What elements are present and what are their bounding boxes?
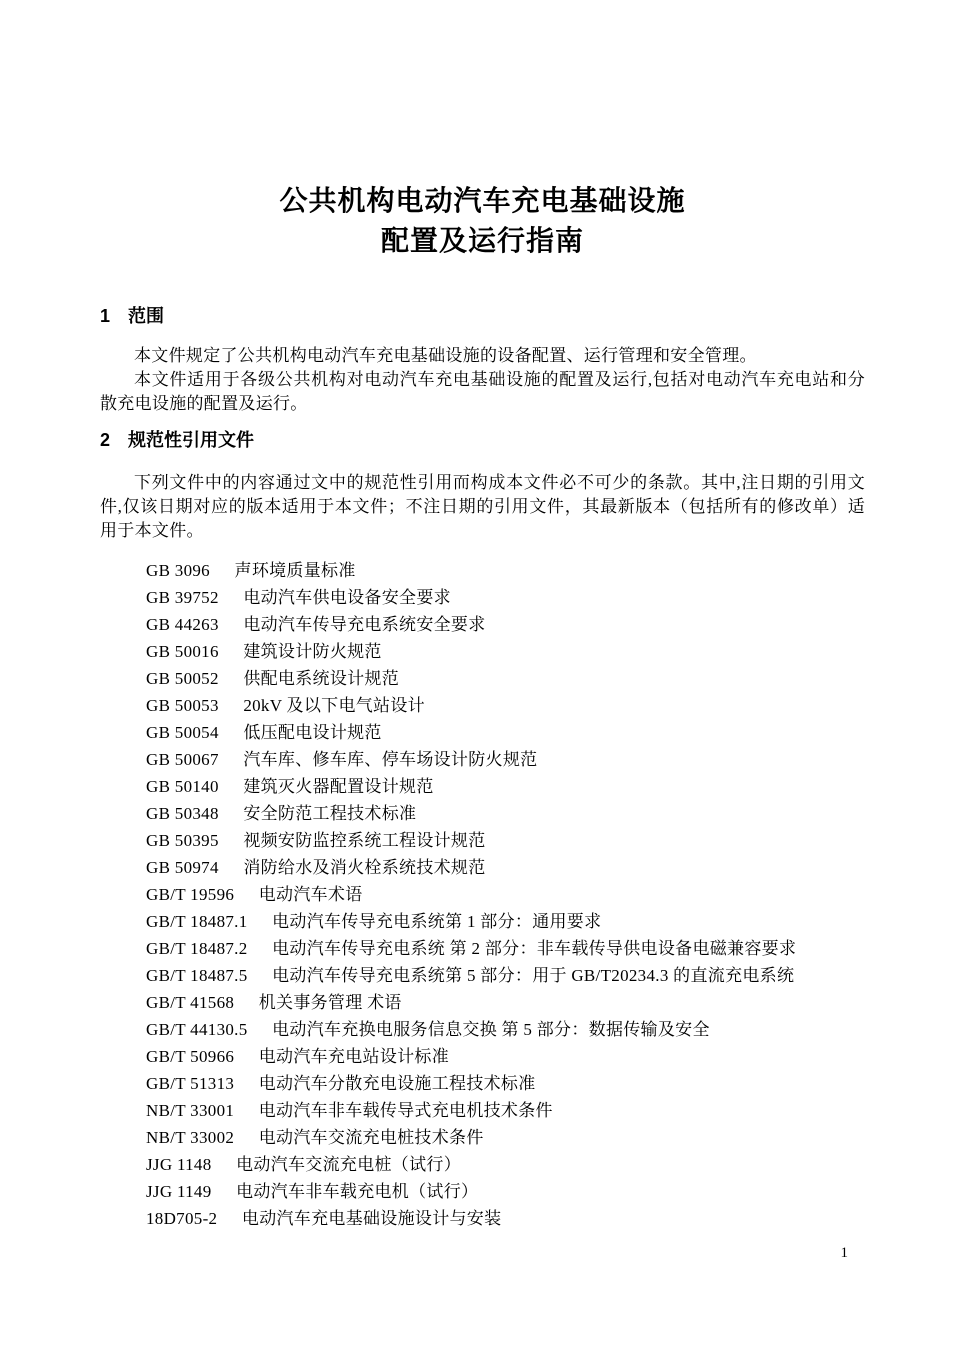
reference-code: GB 50348 <box>146 804 219 823</box>
reference-item <box>146 854 865 881</box>
section-references-label: 规范性引用文件 <box>128 430 254 450</box>
reference-item <box>146 638 865 665</box>
reference-title: 电动汽车术语 <box>258 885 363 904</box>
reference-title: 消防给水及消火栓系统技术规范 <box>243 858 486 877</box>
reference-title: 汽车库、修车库、停车场设计防火规范 <box>243 750 538 769</box>
reference-item <box>146 908 865 935</box>
reference-item <box>146 719 865 746</box>
reference-title: 声环境质量标准 <box>234 561 356 580</box>
page-number: 1 <box>840 1245 848 1261</box>
reference-title: 低压配电设计规范 <box>243 723 382 742</box>
scope-paragraph-1: 本文件规定了公共机构电动汽车充电基础设施的设备配置、运行管理和安全管理。 <box>134 346 757 365</box>
reference-item <box>146 692 865 719</box>
reference-title: 电动汽车传导充电系统安全要求 <box>243 615 486 634</box>
reference-item <box>146 881 865 908</box>
reference-code: GB 50140 <box>146 777 219 796</box>
reference-code: GB/T 19596 <box>146 885 235 904</box>
reference-title: 机关事务管理 术语 <box>258 993 402 1012</box>
reference-code: GB 39752 <box>146 588 219 607</box>
references-intro-paragraph: 下列文件中的内容通过文中的规范性引用而构成本文件必不可少的条款。其中,注日期的引用文件,仅该日期对应的版本适用于本文件；不注日期的引用文件，其最新版本（包括所有的修改单）适用于本文件。 <box>100 473 865 540</box>
reference-code: GB/T 18487.5 <box>146 966 248 985</box>
reference-item <box>146 1097 865 1124</box>
reference-code: GB/T 51313 <box>146 1074 235 1093</box>
reference-title: 电动汽车传导充电系统第 5 部分：用于 GB/T20234.3 的直流充电系统 <box>272 966 795 985</box>
reference-code: GB 50395 <box>146 831 219 850</box>
reference-code: 18D705-2 <box>146 1209 218 1228</box>
reference-item <box>146 935 865 962</box>
reference-code: GB/T 50966 <box>146 1047 235 1066</box>
reference-item <box>146 800 865 827</box>
section-references-heading <box>100 429 865 451</box>
reference-item <box>146 665 865 692</box>
reference-code: GB 44263 <box>146 615 219 634</box>
reference-code: GB/T 44130.5 <box>146 1020 248 1039</box>
reference-item <box>146 1043 865 1070</box>
reference-title: 电动汽车分散充电设施工程技术标准 <box>258 1074 536 1093</box>
reference-item <box>146 1070 865 1097</box>
reference-title: 20kV 及以下电气站设计 <box>243 696 425 715</box>
reference-title: 电动汽车充换电服务信息交换 第 5 部分：数据传输及安全 <box>272 1020 710 1039</box>
reference-title: 供配电系统设计规范 <box>243 669 400 688</box>
section-scope-heading <box>100 305 865 327</box>
reference-title: 电动汽车传导充电系统 第 2 部分：非车载传导供电设备电磁兼容要求 <box>272 939 797 958</box>
reference-item <box>146 557 865 584</box>
reference-code: JJG 1149 <box>146 1182 212 1201</box>
reference-title: 电动汽车交流充电桩技术条件 <box>258 1128 484 1147</box>
reference-item <box>146 746 865 773</box>
reference-code: GB 50052 <box>146 669 219 688</box>
reference-title: 电动汽车非车载传导式充电机技术条件 <box>258 1101 553 1120</box>
reference-code: GB/T 41568 <box>146 993 235 1012</box>
reference-title: 建筑灭火器配置设计规范 <box>243 777 434 796</box>
section-references-number: 2 <box>100 430 111 450</box>
reference-code: NB/T 33002 <box>146 1128 235 1147</box>
section-scope-number: 1 <box>100 306 111 326</box>
reference-item <box>146 1124 865 1151</box>
section-scope-label: 范围 <box>128 306 164 326</box>
reference-code: GB 50016 <box>146 642 219 661</box>
reference-code: JJG 1148 <box>146 1155 212 1174</box>
reference-title: 电动汽车非车载充电机（试行） <box>236 1182 479 1201</box>
reference-title: 电动汽车供电设备安全要求 <box>243 588 451 607</box>
reference-title: 建筑设计防火规范 <box>243 642 382 661</box>
reference-item <box>146 962 865 989</box>
reference-code: GB 50067 <box>146 750 219 769</box>
references-list <box>100 557 865 1232</box>
reference-code: GB 50974 <box>146 858 219 877</box>
reference-title: 电动汽车传导充电系统第 1 部分：通用要求 <box>272 912 602 931</box>
title-line-1: 公共机构电动汽车充电基础设施 <box>279 185 686 216</box>
reference-title: 电动汽车交流充电桩（试行） <box>236 1155 461 1174</box>
scope-paragraph-2: 本文件适用于各级公共机构对电动汽车充电基础设施的配置及运行,包括对电动汽车充电站和分散充电设施的配置及运行。 <box>100 370 865 413</box>
reference-item <box>146 584 865 611</box>
reference-code: GB 50054 <box>146 723 219 742</box>
reference-title: 电动汽车充电站设计标准 <box>258 1047 450 1066</box>
reference-code: GB 50053 <box>146 696 219 715</box>
title-line-2: 配置及运行指南 <box>380 225 584 256</box>
reference-item <box>146 1151 865 1178</box>
reference-code: GB/T 18487.1 <box>146 912 248 931</box>
reference-item <box>146 1016 865 1043</box>
reference-code: NB/T 33001 <box>146 1101 235 1120</box>
reference-code: GB/T 18487.2 <box>146 939 248 958</box>
reference-item <box>146 773 865 800</box>
reference-item <box>146 989 865 1016</box>
reference-item <box>146 611 865 638</box>
reference-item <box>146 1205 865 1232</box>
reference-code: GB 3096 <box>146 561 210 580</box>
reference-item <box>146 827 865 854</box>
document-title <box>100 0 865 261</box>
reference-title: 安全防范工程技术标准 <box>243 804 417 823</box>
reference-title: 电动汽车充电基础设施设计与安装 <box>241 1209 502 1228</box>
reference-item <box>146 1178 865 1205</box>
reference-title: 视频安防监控系统工程设计规范 <box>243 831 486 850</box>
